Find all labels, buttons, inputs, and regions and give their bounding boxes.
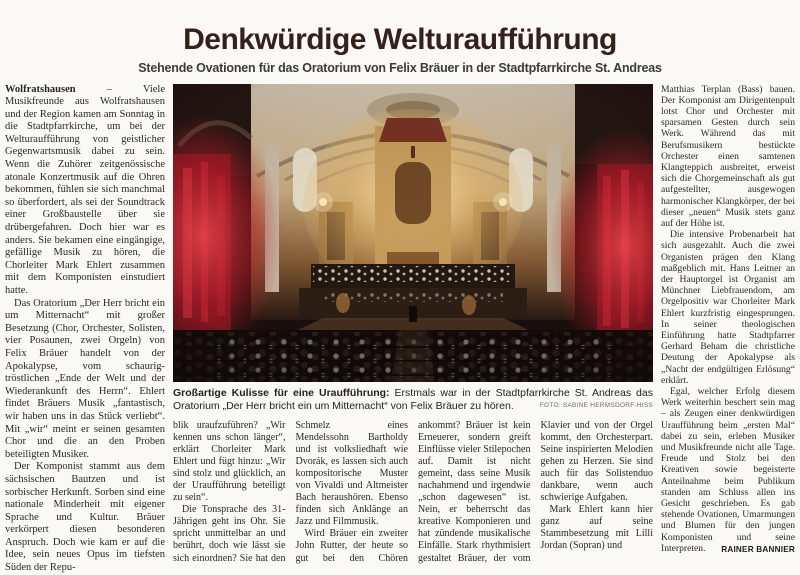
paragraph-text: – Viele Musikfreunde aus Wolfratshausen und der Region kamen am Sonntag in die Stadtpfarrkirche, um bei der Welturaufführung von geistlicher Gegenwartsmusik dabei zu sein. Wenn die Zuhörer zeitgenössische atonale Konzertmusik auf die Ohren bekommen, fühlen sie sich manchmal so überfordert, als sei der Soundtrack einer Großbaustelle über sie drübergefahren. Doch hier war es anders. Sie bekamen eine eingängige, gefällige Musik zu hören, die Chorleiter Mark Ehlert zusammen mit dem Komponisten einstudiert hatte. [5,83,165,296]
paragraph [661,386,795,554]
paragraph: blik uraufzuführen? „Wir kennen uns schon länger“, erklärt Chorleiter Mark Ehlert und fügt hinzu: „Wir sind stolz und glücklich, an der Uraufführung beteiligt zu sein“. [173,419,286,504]
paragraph: Mark Ehlert kann hier ganz auf seine Stammbesetzung mit Lilli Jordan (Sopran) und [540,504,653,552]
caption-text: Erstmals war in der Stadtpfarrkirche St. Andreas das Oratorium „Der Herr bricht ein um Mitternacht“ von Felix Bräuer zu hören. [173,386,653,412]
article-photo [173,84,653,382]
page-subtitle: Stehende Ovationen für das Oratorium von Felix Bräuer in der Stadtpfarrkirche St. Andreas [138,60,662,75]
paragraph: Wird Bräuer ein zweiter John Rutter, der heute so gut bei den Chören ankommt? Bräuer ist kein Erneuerer, sondern greift Einflüsse vieler Stilepochen auf. Damit ist nicht gemeint, dass seine Musik nachahmend und irgendwie „schon dagewesen“ ist. Nein, er beherrscht das kreative Komponieren und hat zündende musikalische Einfälle. Stark rhythmisiert gestaltet Bräuer, der vom Klavier und von der Orgel kommt, den Orchesterpart. Seine inspirierten Melodien gehen zu Herzen. Sie sind auch für das Solistenduo dankbare, wenn auch schwierige Aufgaben. [295,419,653,564]
paragraph: Die Tonsprache des 31-Jährigen geht ins Ohr. Sie spricht unmittelbar an und berührt, doch wie lässt sie sich einordnen? Sie hat den Schmelz eines Mendelssohn Bartholdy und ist volksliedhaft wie Dvorák, es lassen sich auch kompositorische Muster von Vivaldi und Altmeister Bach heraushören. Ebenso finden sich Anklänge an Jazz und Filmmusik. [173,419,408,564]
caption-lead: Großartige Kulisse für eine Uraufführung: [173,386,390,399]
paragraph: Matthias Terplan (Bass) bauen. Der Komponist am Dirigentenpult lotst Chor und Orchester mit sparsamen Gesten durch sein Werk. Während das mit Berufsmusikern bestückte Orchester einen samtenen Klangteppich ausbreitet, erweist sich die Chorgemeinschaft als gut aufgestellter, ausgewogen harmonischer Klangkörper, der bei dieser „neuen“ Musik stets ganz auf der Höhe ist. [661,83,795,229]
article-body [0,75,800,575]
paragraph: Der Komponist stammt aus dem sächsischen Bautzen und ist sorbischer Herkunft. Sorben sind eine nationale Minderheit mit eigener Sprache und Kultur. Bräuer verkörpert diesen besonderen Anspruch. Doch wie kam er auf die Idee, sein neues Opus im tiefsten Süden der Repu- [5,461,165,574]
article-header [0,0,800,75]
photo-credit: FOTO: SABINE HERMSDORF-HISS [539,401,653,409]
right-column [661,84,795,556]
author-byline: RAINER BANNIER [721,544,795,554]
church-interior-illustration [173,84,653,382]
paragraph: Die intensive Probenarbeit hat sich ausgezahlt. Auch die zwei Organisten prägen den Klang maßgeblich mit. Hans Leitner an der Hauptorgel ist Organist am Münchner Liebfrauendom, am Orgelpositiv war Chorleiter Mark Ehlert kurzfristig eingesprungen. In seiner theologischen Einführung hatte Stadtpfarrer Gerhard Beham die christliche Deutung der Apokalypse als „Nacht der endgültigen Erlösung“ erklärt. [661,229,795,386]
middle-section [173,84,653,566]
paragraph: Das Oratorium „Der Herr bricht ein um Mitternacht“ mit großer Besetzung (Chor, Orchester, Solisten, vier Posaunen, zwei Orgeln) von Felix Bräuer handelt von der Apokalypse, vom schaurig-tröstlichen „Ende der Welt und der Wiederankunft des Herrn“. Ehlert findet Bräuers Musik „fantastisch, wir haben uns in das Stück verliebt“. Mit „wir“ meint er seinen gesamten Chor und die an den Proben beteiligten Musiker. [5,297,165,460]
dateline: Wolfratshausen [5,83,76,95]
photo-caption [173,387,653,413]
paragraph-text: Egal, welcher Erfolg diesem Werk weiterhin beschert sein mag – als Zeugen einer denkwürdigen Uraufführung beim „ersten Mal“ dabei zu sein, erleben Musiker und Musikfreunde nicht alle Tage. Freude und Stolz bei den Kreativen sowie begeisterte Anteilnahme beim Publikum standen am Schluss allen ins Gesicht geschrieben. Es gab stehende Ovationen, Umarmungen und Blumen für den jungen Komponisten und seine Interpreten. [661,385,795,554]
paragraph [5,84,165,298]
photo-vignette [173,84,653,382]
left-column [5,84,165,575]
page-title: Denkwürdige Welturaufführung [183,23,617,56]
bottom-columns [173,420,653,566]
